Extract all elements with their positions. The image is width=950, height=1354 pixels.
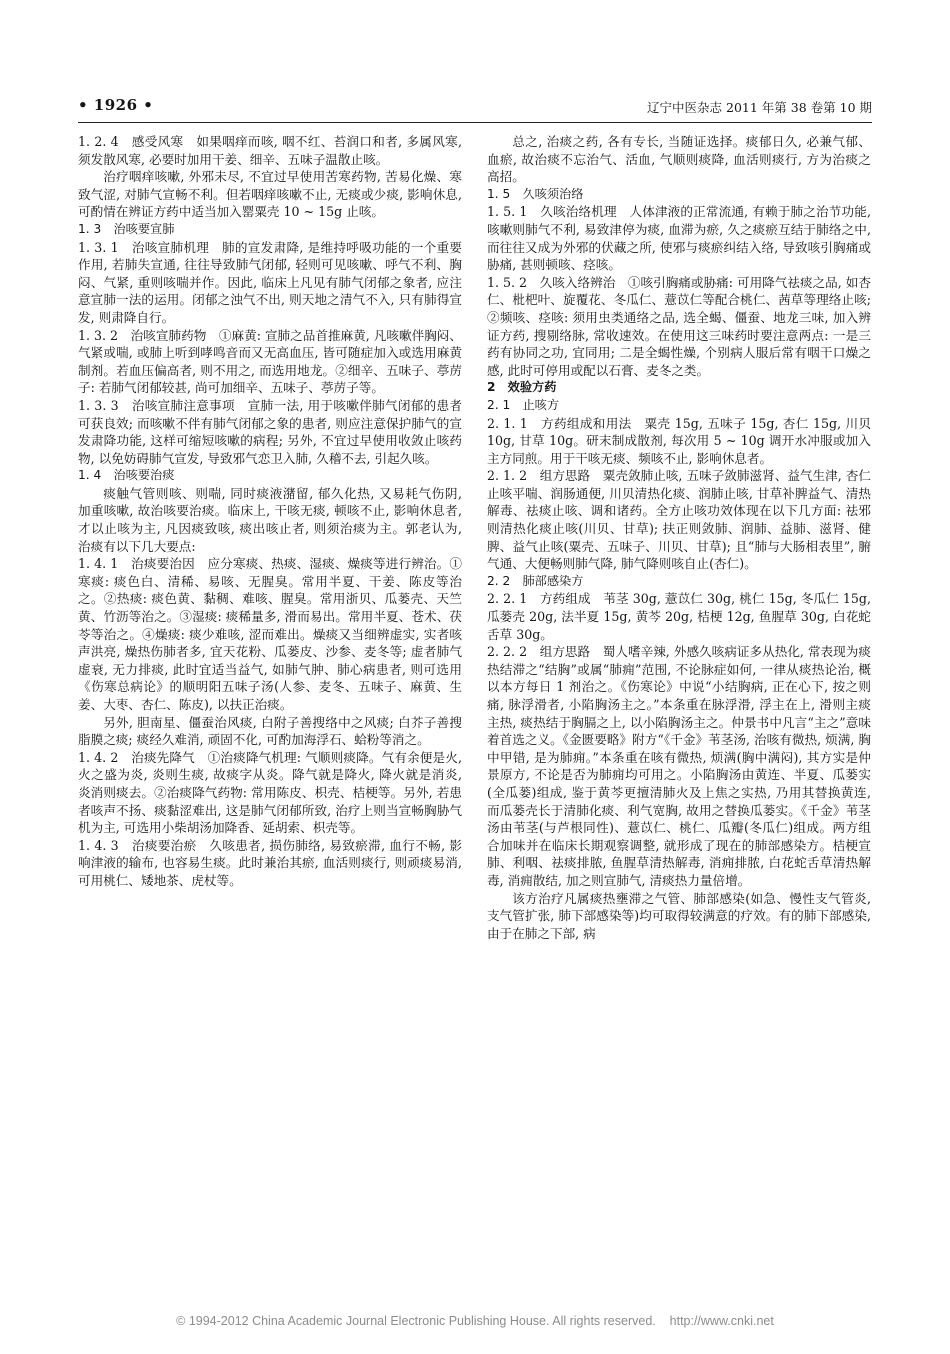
subsection-paragraph: 2. 1. 2 组方思路 粟壳敛肺止咳, 五味子敛肺滋肾、益气生津, 杏仁止咳平喘、润肠通便, 川贝清热化痰、润肺止咳, 甘草补脾益气、清热解毒、祛痰止咳、调和诸药。全方止咳功效体现在以下几方面: 祛邪则清热化痰止咳(川贝、甘草); 扶正则敛肺、润肺、益肺、滋肾、健脾、益气止咳(粟壳、五味子、川贝、甘草); 且“肺与大肠相表里”, 腑气通、大便畅则肺气降, 肺气降则咳自止(杏仁)。 [487,468,871,572]
copyright-footer[interactable]: © 1994-2012 China Academic Journal Electronic Publishing House. All rights reserved. http://www.cnki.net [176,1314,774,1328]
section-heading: 1. 4 治咳要治痰 [78,468,175,483]
section-heading: 1. 3 治咳要宣肺 [78,221,175,236]
major-heading: 2 效验方药 [487,380,557,395]
page-number: • 1926 • [78,96,154,114]
right-column [487,133,871,942]
subsection-paragraph: 2. 2. 1 方药组成 苇茎 30g, 薏苡仁 30g, 桃仁 15g, 冬瓜仁 15g, 瓜蒌壳 20g, 法半夏 15g, 黄芩 20g, 桔梗 12g, 鱼腥草 30g, 白花蛇舌草 30g。 [487,591,871,642]
subsection-paragraph: 1. 3. 1 治咳宣肺机理 肺的宣发肃降, 是维持呼吸功能的一个重要作用, 若肺失宣通, 往往导致肺气闭郁, 轻则可见咳嗽、呼气不利、胸闷、气紧, 重则咳喘并作。因此, 临床上凡见有肺气闭郁之象者, 应注意宣肺一法的运用。闭郁之浊气不出, 则天地之清气不入, 只有肺得宣发, 则肃降自行。 [78,239,462,325]
section-heading: 1. 5 久咳须治络 [487,186,584,201]
body-paragraph: 痰触气管则咳、则喘, 同时痰液潴留, 郁久化热, 又易耗气伤阴, 加重咳嗽, 故治咳要治痰。临床上, 干咳无痰, 顿咳不止, 影响休息者, 才以止咳为主, 凡因痰致咳, 痰出咳止者, 则须治痰为主。郭老认为, 治痰有以下几大要点: [78,485,462,554]
subsection-paragraph: 2. 2. 2 组方思路 蜀人嗜辛辣, 外感久咳病证多从热化, 常表现为痰热结滞之“结胸”或属“肺痈”范围, 不论脉症如何, 一律从痰热论治, 概以本方每日 1 剂治之。《伤寒论》中说“小结胸病, 正在心下, 按之则痛, 脉浮滑者, 小陷胸汤主之。”本条重在脉浮滑, 浮主在上, 滑则主痰主热, 痰热结于胸膈之上, 以小陷胸汤主之。仲景书中凡言“主之”意味着首选之义。《金匮要略》附方“《千金》苇茎汤, 治咳有微热, 烦满, 胸中甲错, 是为肺痈。”本条重在咳有微热, 烦满(胸中满闷), 其方实是仲景原方, 不论是否为肺痈均可用之。小陷胸汤由黄连、半夏、瓜蒌实(全瓜蒌)组成, 鉴于黄芩更擅清肺火及上焦之实热, 乃用其替换黄连, 而瓜蒌壳长于清肺化痰、利气宽胸, 故用之替换瓜蒌实。《千金》苇茎汤由苇茎(与芦根同性)、薏苡仁、桃仁、瓜瓣(冬瓜仁)组成。两方组合加味并在临床长期观察调整, 就形成了现在的肺部感染方。桔梗宣肺、利咽、祛痰排脓, 鱼腥草清热解毒, 消痈排脓, 白花蛇舌草清热解毒, 消痈散结, 加之则宣肺气, 清痰热力量倍增。 [487,644,871,888]
subsection-paragraph: 1. 5. 2 久咳入络辨治 ①咳引胸痛或胁痛: 可用降气祛痰之品, 如杏仁、枇杷叶、旋覆花、冬瓜仁、薏苡仁等配合桃仁、茜草等理络止咳; ②频咳、痉咳: 须用虫类通络之品, 选全蝎、僵蚕、地龙三味, 加入辨证方药, 搜剔络脉, 常收速效。在使用这三味药时要注意两点: 一是三药有协同之功, 宜同用; 二是全蝎性燥, 个别病人服后常有咽干口燥之感, 此时可停用或配以石膏、麦冬之类。 [487,274,871,378]
subsection-paragraph: 1. 5. 1 久咳治络机理 人体津液的正常流通, 有赖于肺之治节功能, 咳嗽则肺气不利, 易致津停为痰, 血滞为瘀, 久之痰瘀互结于肺络之中, 而往往又成为外邪的伏藏之所, 使邪与痰瘀纠结入络, 导致咳引胸痛或胁痛, 甚则顿咳、痉咳。 [487,204,871,273]
subsection-paragraph: 1. 3. 2 治咳宣肺药物 ①麻黄: 宣肺之品首推麻黄, 凡咳嗽伴胸闷、气紧或喘, 或肺上听到哮鸣音而又无高血压, 皆可随症加入或选用麻黄制剂。若血压偏高者, 则不用之, 而选用地龙。②细辛、五味子、葶苈子: 若肺气闭郁较甚, 尚可加细辛、五味子、葶苈子等。 [78,327,462,396]
subsection-paragraph: 1. 4. 2 治痰先降气 ①治痰降气机理: 气顺则痰降。气有余便是火, 火之盛为炎, 炎则生痰, 故痰字从炎。降气就是降火, 降火就是消炎, 炎消则痰去。②治痰降气药物: 常用陈皮、枳壳、桔梗等。另外, 若患者咳声不扬、痰黏涩难出, 这是肺气闭郁所致, 治疗上则当宣畅胸胁气机为主, 可选用小柴胡汤加降香、延胡索、枳壳等。 [78,749,462,836]
left-column [78,133,462,890]
section-heading: 2. 2 肺部感染方 [487,573,584,588]
subsection-paragraph: 1. 4. 1 治痰要治因 应分寒痰、热痰、湿痰、燥痰等进行辨治。①寒痰: 痰色白、清稀、易咳、无腥臭。常用半夏、干姜、陈皮等治之。②热痰: 痰色黄、黏稠、难咳、腥臭。常用浙贝、瓜蒌壳、天竺黄、竹沥等治之。③湿痰: 痰稀量多, 滑而易出。常用半夏、苍术、茯苓等治之。④燥痰: 痰少难咳, 涩而难出。燥痰又当细辨虚实, 实者咳声洪亮, 燥热伤肺者多, 宜天花粉、瓜蒌皮、沙参、麦冬等; 虚者肺气虚衰, 无力排痰, 此时宜适当益气, 如肺气肿、肺心病患者, 则可选用《伤寒总病论》的顺明阳五味子汤(人参、麦冬、五味子、麻黄、生姜、大枣、杏仁、陈皮), 以扶正治痰。 [78,556,462,712]
journal-info: 辽宁中医杂志 2011 年第 38 卷第 10 期 [647,100,872,115]
body-paragraph: 另外, 胆南星、僵蚕治风痰, 白附子善搜络中之风痰; 白芥子善搜脂膜之痰; 痰经久难消, 顽固不化, 可酌加海浮石、蛤粉等消之。 [78,714,462,748]
body-paragraph: 总之, 治痰之药, 各有专长, 当随证选择。痰郁日久, 必兼气郁、血瘀, 故治痰不忘治气、活血, 气顺则痰降, 血活则痰行, 方为治痰之高招。 [487,134,871,185]
subsection-paragraph: 1. 4. 3 治痰要治瘀 久咳患者, 损伤肺络, 易致瘀滞, 血行不畅, 影响津液的输布, 也容易生痰。此时兼治其瘀, 血活则痰行, 则顽痰易消, 可用桃仁、矮地茶、虎杖等。 [78,837,462,888]
subsection-paragraph: 1. 3. 3 治咳宣肺注意事项 宣肺一法, 用于咳嗽伴肺气闭郁的患者可获良效; 而咳嗽不伴有肺气闭郁之象的患者, 则应注意保护肺气的宣发肃降功能, 这样可缩短咳嗽的病程; 另外, 不宜过早使用收敛止咳药物, 以免妨碍肺气宣发, 导致邪气恋卫入肺, 久稽不去, 引起久咳。 [78,397,462,466]
body-paragraph: 该方治疗凡属痰热壅滞之气管、肺部感染(如急、慢性支气管炎, 支气管扩张, 肺下部感染等)均可取得较满意的疗效。有的肺下部感染, 由于在肺之下部, 病 [487,890,871,941]
subsection-paragraph: 2. 1. 1 方药组成和用法 粟壳 15g, 五味子 15g, 杏仁 15g, 川贝 10g, 甘草 10g。研末制成散剂, 每次用 5 ~ 10g 调开水冲服或加入主方同煎。用于干咳无痰、频咳不止, 影响休息者。 [487,415,871,466]
body-paragraph: 治疗咽痒咳嗽, 外邪未尽, 不宜过早使用苦寒药物, 苦易化燥、寒致气涩, 对肺气宣畅不利。但若咽痒咳嗽不止, 无痰或少痰, 影响休息, 可酌情在辨证方药中适当加入罂粟壳 10 ~ 15g 止咳。 [78,169,462,220]
page-header [78,94,872,123]
section-heading: 2. 1 止咳方 [487,397,560,412]
subsection-paragraph: 1. 2. 4 感受风寒 如果咽痒而咳, 咽不红、苔润口和者, 多属风寒, 须发散风寒, 必要时加用干姜、细辛、五味子温散止咳。 [78,134,462,167]
